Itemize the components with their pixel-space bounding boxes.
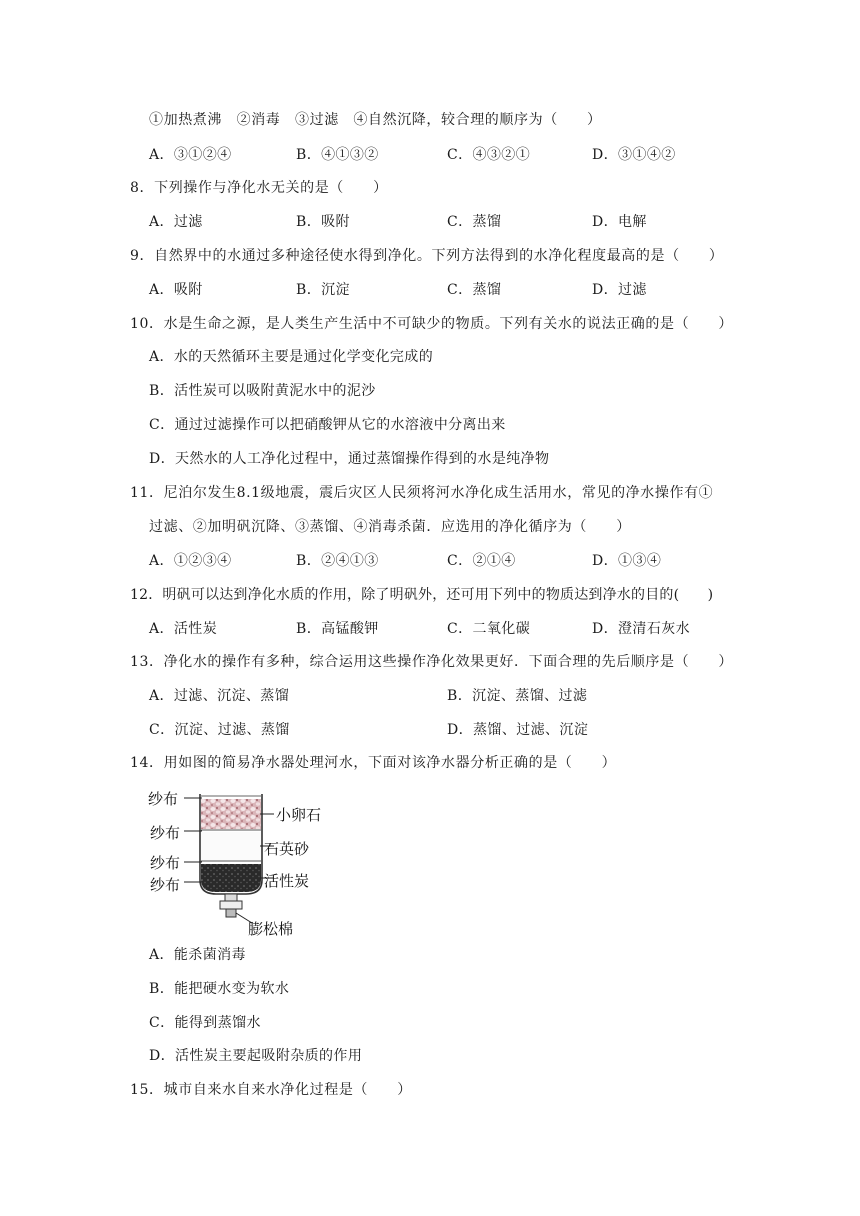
- question-11-option-d[interactable]: D．①③④: [592, 553, 662, 569]
- question-13-stem: 13．净化水的操作有多种，综合运用这些操作净化效果更好．下面合理的先后顺序是（ ）: [130, 654, 734, 670]
- question-8-option-a[interactable]: A．过滤: [149, 214, 203, 230]
- question-9-option-b[interactable]: B．沉淀: [296, 282, 350, 298]
- question-7-option-c[interactable]: C．④③②①: [447, 147, 531, 163]
- question-10-option-d[interactable]: D．天然水的人工净化过程中，通过蒸馏操作得到的水是纯净物: [149, 451, 550, 467]
- question-12-option-c[interactable]: C．二氧化碳: [447, 621, 531, 637]
- question-12-stem: 12．明矾可以达到净化水质的作用，除了明矾外，还可用下列中的物质达到净水的目的( ): [130, 587, 714, 603]
- question-15-stem: 15．城市自来水自来水净化过程是（ ）: [130, 1082, 412, 1098]
- outlet-cap: [220, 901, 242, 909]
- question-11-stem-line2: 过滤、②加明矾沉降、③蒸馏、④消毒杀菌．应选用的净化循序为（ ）: [149, 519, 631, 535]
- quartz-sand-layer: [201, 832, 261, 860]
- question-14-option-c[interactable]: C．能得到蒸馏水: [149, 1015, 261, 1031]
- question-9-option-d[interactable]: D．过滤: [592, 282, 647, 298]
- question-8-option-c[interactable]: C．蒸馏: [447, 214, 502, 230]
- question-11-stem-line1: 11．尼泊尔发生8.1级地震，震后灾区人民须将河水净化成生活用水，常见的净水操作有①: [130, 485, 714, 501]
- question-12-option-b[interactable]: B．高锰酸钾: [296, 621, 379, 637]
- quartz-sand-label: 石英砂: [264, 840, 310, 858]
- question-7-option-d[interactable]: D．③①④②: [592, 147, 676, 163]
- pebble-label: 小卵石: [276, 806, 322, 824]
- question-7-option-a[interactable]: A．③①②④: [149, 147, 232, 163]
- gauze-label-2: 纱布: [150, 824, 181, 842]
- question-7-stem: ①加热煮沸 ②消毒 ③过滤 ④自然沉降，较合理的顺序为（ ）: [149, 112, 602, 128]
- question-14-option-a[interactable]: A．能杀菌消毒: [149, 947, 246, 963]
- question-12-option-d[interactable]: D．澄清石灰水: [592, 621, 691, 637]
- question-8-stem: 8．下列操作与净化水无关的是（ ）: [130, 180, 388, 196]
- question-11-option-a[interactable]: A．①②③④: [149, 553, 232, 569]
- gauze-label-3: 纱布: [150, 854, 181, 872]
- question-13-option-d[interactable]: D．蒸馏、过滤、沉淀: [447, 722, 589, 738]
- gauze-label-1: 纱布: [148, 790, 179, 808]
- water-filter-figure: [140, 782, 340, 942]
- question-11-option-c[interactable]: C．②①④: [447, 553, 516, 569]
- question-8-option-d[interactable]: D．电解: [592, 214, 647, 230]
- gauze-label-4: 纱布: [150, 876, 181, 894]
- pebble-layer: [201, 799, 261, 829]
- question-13-option-b[interactable]: B．沉淀、蒸馏、过滤: [447, 688, 588, 704]
- question-10-option-b[interactable]: B．活性炭可以吸附黄泥水中的泥沙: [149, 383, 376, 399]
- cotton-label: 膨松棉: [248, 920, 294, 938]
- question-11-option-b[interactable]: B．②④①③: [296, 553, 379, 569]
- question-7-option-b[interactable]: B．④①③②: [296, 147, 379, 163]
- question-10-stem: 10．水是生命之源，是人类生产生活中不可缺少的物质。下列有关水的说法正确的是（ ）: [130, 316, 734, 332]
- question-12-option-a[interactable]: A．活性炭: [149, 621, 218, 637]
- question-9-stem: 9．自然界中的水通过多种途径使水得到净化。下列方法得到的水净化程度最高的是（ ）: [130, 248, 724, 264]
- question-10-option-a[interactable]: A．水的天然循环主要是通过化学变化完成的: [149, 349, 434, 365]
- question-10-option-c[interactable]: C．通过过滤操作可以把硝酸钾从它的水溶液中分离出来: [149, 417, 506, 433]
- question-8-option-b[interactable]: B．吸附: [296, 214, 350, 230]
- question-9-option-a[interactable]: A．吸附: [149, 282, 203, 298]
- question-14-option-b[interactable]: B．能把硬水变为软水: [149, 981, 290, 997]
- question-13-option-a[interactable]: A．过滤、沉淀、蒸馏: [149, 688, 290, 704]
- question-14-option-d[interactable]: D．活性炭主要起吸附杂质的作用: [149, 1048, 363, 1064]
- question-13-option-c[interactable]: C．沉淀、过滤、蒸馏: [149, 722, 290, 738]
- carbon-layer: [201, 864, 261, 892]
- question-9-option-c[interactable]: C．蒸馏: [447, 282, 502, 298]
- activated-carbon-label: 活性炭: [264, 872, 310, 890]
- question-14-stem: 14．用如图的简易净水器处理河水，下面对该净水器分析正确的是（ ）: [130, 755, 617, 771]
